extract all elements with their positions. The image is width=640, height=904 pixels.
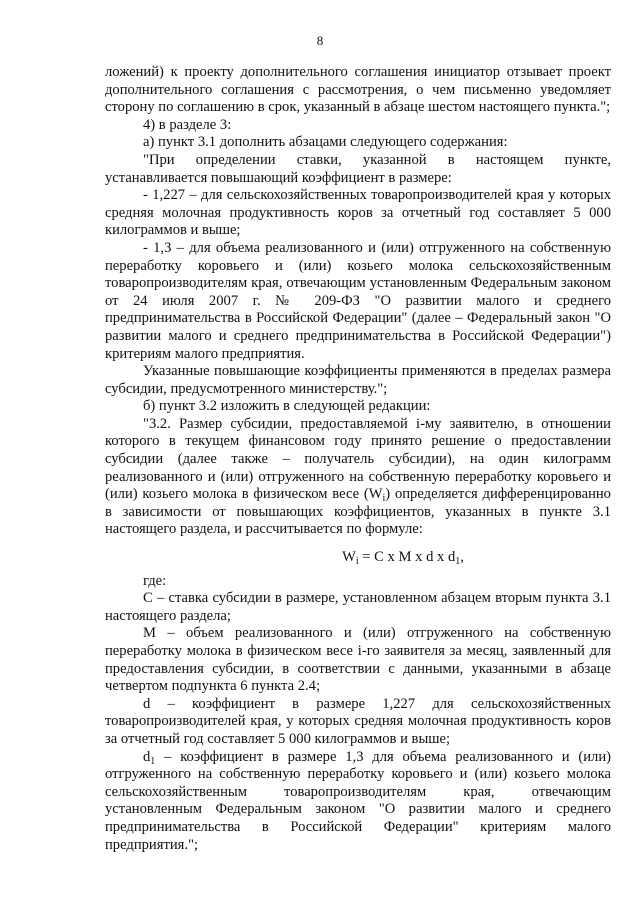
- definition-d1-subscript: 1: [150, 755, 156, 767]
- definition-d1: [105, 749, 611, 855]
- paragraph-coefficient-limits: Указанные повышающие коэффициенты применяются в пределах размера субсидии, предусмотренного министерству.";: [105, 363, 611, 397]
- definition-d1-text: – коэффициент в размере 1,3 для объема реализованного и (или) отгруженного на собственную переработку коровьего и (или) козьего молока сельскохозяйственным товаропроизводителям края, отвечающим установленным Федеральным законом "О развитии малого и среднего предпринимательства в Российской Федерации" критериям малого предприятия.";: [105, 748, 611, 853]
- paragraph-section-3: 4) в разделе 3:: [143, 116, 232, 133]
- definition-c: C – ставка субсидии в размере, установленном абзацем вторым пункта 3.1 настоящего раздела;: [105, 590, 611, 624]
- document-body: [105, 64, 611, 854]
- formula-lhs: W: [342, 549, 356, 566]
- formula: [105, 549, 611, 567]
- definition-m: M – объем реализованного и (или) отгруженного на собственную переработку молока в физическом весе i-го заявителя за месяц, заявленный для предоставления субсидии, в соответствии с данными, указанными в абзаце четвертом подпункта 6 пункта 2.4;: [105, 625, 611, 695]
- subsidy-size-text-start: "3.2. Размер субсидии, предоставляемой i-му заявителю, в отношении которого в текущем финансовом году принято решение о предоставлении субсидии (далее также – получатель субсидии), на один килограмм реализованного и (или) отгруженного на собственную переработку коровьего и (или) козьего молока в физическом весе (W: [105, 415, 611, 503]
- formula-tail: ,: [460, 549, 464, 566]
- formula-rhs-subscript: 1: [455, 556, 461, 568]
- formula-lhs-subscript: i: [355, 556, 359, 568]
- paragraph-coefficient-intro: "При определении ставки, указанной в настоящем пункте, устанавливается повышающий коэффициент в размере:: [105, 151, 611, 186]
- where-label: где:: [143, 572, 167, 589]
- paragraph-coefficient-13: - 1,3 – для объема реализованного и (или) отгруженного на собственную переработку коровьего и (или) козьего молока сельскохозяйственным товаропроизводителям края, отвечающим установленным Федеральным законом от 24 июля 2007 г. № 209-ФЗ "О развитии малого и среднего предпринимательства в Российской Федерации" (далее – Федеральный закон "О развитии малого и среднего предпринимательства в Российской Федерации") критериям малого предприятия.: [105, 239, 611, 362]
- paragraph-coefficient-1227: - 1,227 – для сельскохозяйственных товаропроизводителей края у которых средняя молочная продуктивность коров за отчетный год составляет 5 000 килограммов и выше;: [105, 187, 611, 239]
- subsidy-size-text-end: ) определяется дифференцированно в зависимости от повышающих коэффициентов, указанных в пункте 3.1 настоящего раздела, и рассчитывается по формуле:: [105, 486, 611, 538]
- subsidy-size-subscript: i: [382, 493, 386, 505]
- paragraph-subsidy-size: [105, 416, 611, 539]
- paragraph-item-a: а) пункт 3.1 дополнить абзацами следующего содержания:: [143, 134, 508, 151]
- paragraph-item-b: б) пункт 3.2 изложить в следующей редакции:: [143, 398, 431, 415]
- paragraph-continuation: ложений) к проекту дополнительного соглашения инициатор отзывает проект дополнительного соглашения с рассмотрения, о чем письменно уведомляет сторону по соглашению в срок, указанный в абзаце шестом настоящего пункта.";: [105, 64, 611, 116]
- definition-d1-symbol: d: [143, 748, 151, 765]
- definition-d: d – коэффициент в размере 1,227 для сельскохозяйственных товаропроизводителей края, у которых средняя молочная продуктивность коров за отчетный год составляет 5 000 килограммов и выше;: [105, 695, 611, 747]
- page-number: 8: [316, 33, 324, 48]
- formula-rhs: = C x M x d x d: [358, 549, 456, 566]
